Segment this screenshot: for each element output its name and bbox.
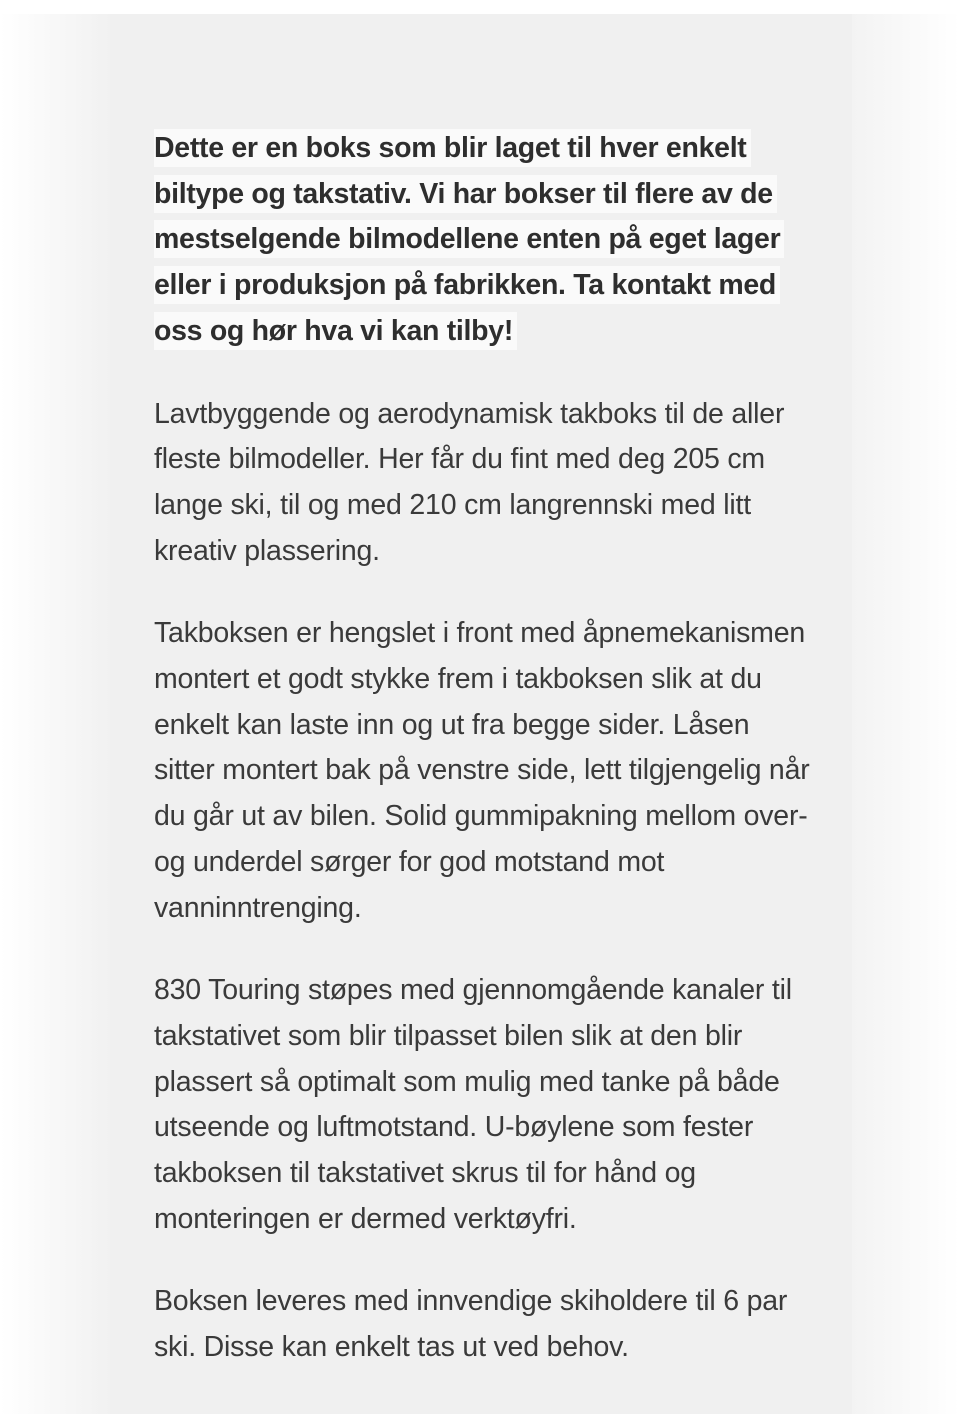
article-panel [110, 14, 852, 1414]
intro-paragraph [154, 126, 814, 355]
paragraph-hinge-and-lock: Takboksen er hengslet i front med åpnemekanismen montert et godt stykke frem i takboksen slik at du enkelt kan laste inn og ut fra begge sider. Låsen sitter montert bak på venstre side, lett tilgjengelig når du går ut av bilen. Solid gummipakning mellom over- og underdel sørger for god motstand mot vanninntrenging. [154, 617, 810, 924]
right-gutter [852, 14, 960, 1414]
top-strip [0, 0, 960, 14]
paragraph-mounting: 830 Touring støpes med gjennomgående kanaler til takstativet som blir tilpasset bilen slik at den blir plassert så optimalt som mulig med tanke på både utseende og luftmotstand. U-bøylene som fester takboksen til takstativet skrus til for hånd og monteringen er dermed verktøyfri. [154, 974, 792, 1235]
intro-text: Dette er en boks som blir laget til hver enkelt biltype og takstativ. Vi har bokser til flere av de mestselgende bilmodellene enten på eget lager eller i produksjon på fabrikken. Ta kontakt med oss og hør hva vi kan tilby! [154, 129, 784, 350]
left-gutter [0, 14, 110, 1414]
article-body [154, 126, 814, 1408]
paragraph-dimensions: Lavtbyggende og aerodynamisk takboks til de aller fleste bilmodeller. Her får du fint med deg 205 cm lange ski, til og med 210 cm langrennski med litt kreativ plassering. [154, 397, 785, 567]
paragraph-ski-holders: Boksen leveres med innvendige skiholdere til 6 par ski. Disse kan enkelt tas ut ved behov. [154, 1285, 788, 1364]
